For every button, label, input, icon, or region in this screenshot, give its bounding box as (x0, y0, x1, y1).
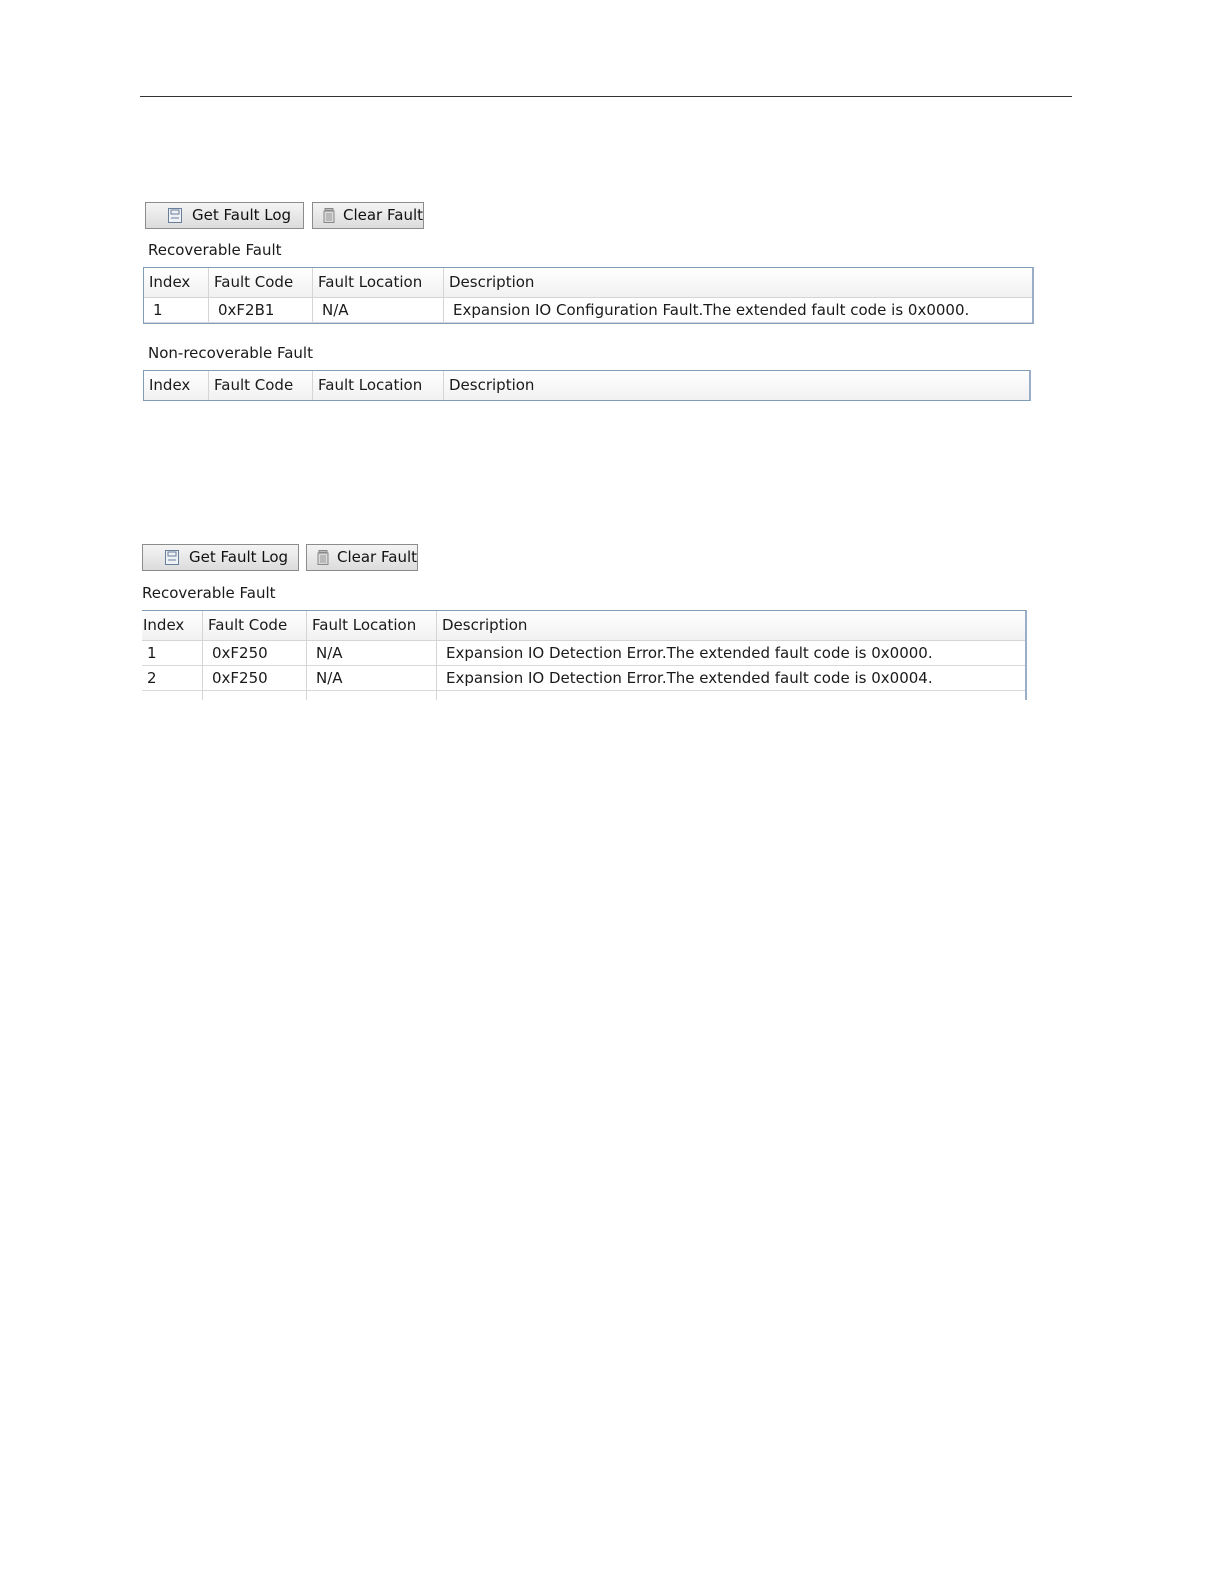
trash-icon (316, 550, 330, 565)
recoverable-fault-label: Recoverable Fault (142, 584, 276, 602)
get-fault-log-label: Get Fault Log (189, 548, 289, 566)
table-header (144, 371, 1029, 400)
column-header-fault-location[interactable]: Fault Location (312, 616, 417, 634)
column-header-fault-code[interactable]: Fault Code (208, 616, 288, 634)
fault-log-panel-2 (142, 544, 1034, 700)
fault-log-panel-1 (143, 202, 1035, 407)
column-header-fault-code[interactable]: Fault Code (214, 376, 294, 394)
table-row[interactable] (142, 641, 1025, 666)
table-row[interactable] (144, 298, 1032, 323)
column-header-index[interactable]: Index (149, 273, 191, 291)
get-fault-log-label: Get Fault Log (192, 206, 292, 224)
cell-index: 2 (147, 669, 157, 687)
column-header-description[interactable]: Description (449, 273, 535, 291)
save-icon (165, 550, 179, 565)
column-header-description[interactable]: Description (449, 376, 535, 394)
clear-fault-button[interactable] (306, 544, 418, 571)
column-header-fault-code[interactable]: Fault Code (214, 273, 294, 291)
cell-description: Expansion IO Configuration Fault.The extended fault code is 0x0000. (453, 301, 970, 319)
get-fault-log-button[interactable] (145, 202, 304, 229)
non-recoverable-fault-table[interactable] (143, 370, 1031, 401)
table-header (144, 268, 1032, 298)
clear-fault-label: Clear Fault (337, 548, 417, 566)
table-row-empty (142, 691, 1025, 700)
save-icon (168, 208, 182, 223)
cell-fault-location: N/A (316, 669, 343, 687)
recoverable-fault-label: Recoverable Fault (148, 241, 282, 259)
table-header (142, 611, 1025, 641)
cell-fault-location: N/A (322, 301, 349, 319)
column-header-fault-location[interactable]: Fault Location (318, 273, 423, 291)
cell-fault-location: N/A (316, 644, 343, 662)
cell-description: Expansion IO Detection Error.The extended fault code is 0x0000. (446, 644, 933, 662)
column-header-index[interactable]: Index (143, 616, 185, 634)
column-header-index[interactable]: Index (149, 376, 191, 394)
cell-fault-code: 0xF2B1 (218, 301, 275, 319)
cell-index: 1 (147, 644, 157, 662)
page-header-rule (140, 96, 1072, 97)
column-header-fault-location[interactable]: Fault Location (318, 376, 423, 394)
cell-description: Expansion IO Detection Error.The extended fault code is 0x0004. (446, 669, 933, 687)
get-fault-log-button[interactable] (142, 544, 299, 571)
cell-index: 1 (153, 301, 163, 319)
table-row[interactable] (142, 666, 1025, 691)
recoverable-fault-table[interactable] (142, 610, 1027, 700)
non-recoverable-fault-label: Non-recoverable Fault (148, 344, 313, 362)
recoverable-fault-table[interactable] (143, 267, 1034, 324)
cell-fault-code: 0xF250 (212, 644, 268, 662)
column-header-description[interactable]: Description (442, 616, 528, 634)
cell-fault-code: 0xF250 (212, 669, 268, 687)
clear-fault-label: Clear Fault (343, 206, 423, 224)
trash-icon (322, 208, 336, 223)
clear-fault-button[interactable] (312, 202, 424, 229)
